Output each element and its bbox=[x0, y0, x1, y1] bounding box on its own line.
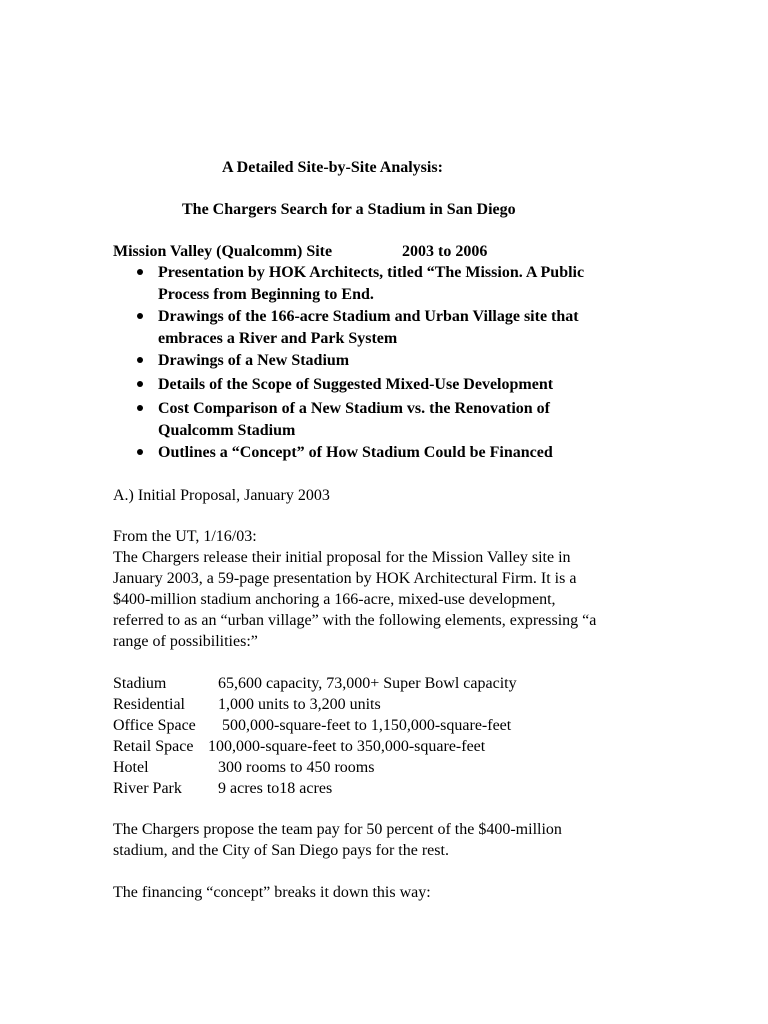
paragraph-line: stadium, and the City of San Diego pays for the rest. bbox=[113, 842, 449, 859]
paragraph-line: The Chargers release their initial proposal for the Mission Valley site in bbox=[113, 549, 571, 566]
bullet-item-2-line-2: embraces a River and Park System bbox=[158, 330, 398, 347]
bullet-item-4-line-1: Details of the Scope of Suggested Mixed-Use Development bbox=[158, 376, 554, 393]
table-row-value: 65,600 capacity, 73,000+ Super Bowl capacity bbox=[218, 675, 517, 692]
paragraph-line: referred to as an “urban village” with the following elements, expressing “a bbox=[113, 612, 597, 629]
paragraph-line: The Chargers propose the team pay for 50 percent of the $400-million bbox=[113, 821, 562, 838]
source-line: From the UT, 1/16/03: bbox=[113, 528, 257, 545]
section-heading-a: A.) Initial Proposal, January 2003 bbox=[113, 487, 330, 504]
paragraph-line: range of possibilities:” bbox=[113, 633, 258, 650]
site-name: Mission Valley (Qualcomm) Site bbox=[113, 243, 333, 260]
bullet-item-3-line-1: Drawings of a New Stadium bbox=[158, 352, 350, 369]
table-row-value: 300 rooms to 450 rooms bbox=[218, 759, 375, 776]
site-years: 2003 to 2006 bbox=[402, 243, 488, 260]
bullet-dot-icon bbox=[137, 357, 143, 363]
bullet-item-2-line-1: Drawings of the 166-acre Stadium and Urban Village site that bbox=[158, 308, 579, 325]
closing-line: The financing “concept” breaks it down this way: bbox=[113, 884, 431, 901]
table-row-label: Office Space bbox=[113, 717, 196, 734]
table-row-label: Hotel bbox=[113, 759, 149, 776]
bullet-dot-icon bbox=[137, 381, 143, 387]
table-row-value: 9 acres to18 acres bbox=[218, 780, 333, 797]
table-row-label: Stadium bbox=[113, 675, 167, 692]
table-row-label: River Park bbox=[113, 780, 182, 797]
bullet-dot-icon bbox=[137, 405, 143, 411]
table-row-label: Retail Space bbox=[113, 738, 194, 755]
document-subheading: The Chargers Search for a Stadium in San Diego bbox=[182, 201, 516, 218]
table-row-label: Residential bbox=[113, 696, 185, 713]
bullet-item-5-line-1: Cost Comparison of a New Stadium vs. the Renovation of bbox=[158, 400, 551, 417]
document-heading: A Detailed Site-by-Site Analysis: bbox=[222, 159, 443, 176]
paragraph-line: $400-million stadium anchoring a 166-acre, mixed-use development, bbox=[113, 591, 556, 608]
table-row-value: 100,000-square-feet to 350,000-square-feet bbox=[208, 738, 486, 755]
bullet-dot-icon bbox=[137, 269, 143, 275]
table-row-value: 1,000 units to 3,200 units bbox=[218, 696, 381, 713]
bullet-item-1-line-2: Process from Beginning to End. bbox=[158, 286, 374, 303]
table-row-value: 500,000-square-feet to 1,150,000-square-feet bbox=[222, 717, 512, 734]
paragraph-line: January 2003, a 59-page presentation by HOK Architectural Firm. It is a bbox=[113, 570, 577, 587]
bullet-dot-icon bbox=[137, 449, 143, 455]
bullet-item-5-line-2: Qualcomm Stadium bbox=[158, 422, 296, 439]
bullet-item-6-line-1: Outlines a “Concept” of How Stadium Could be Financed bbox=[158, 444, 553, 461]
bullet-item-1-line-1: Presentation by HOK Architects, titled “The Mission. A Public bbox=[158, 264, 585, 281]
bullet-dot-icon bbox=[137, 313, 143, 319]
